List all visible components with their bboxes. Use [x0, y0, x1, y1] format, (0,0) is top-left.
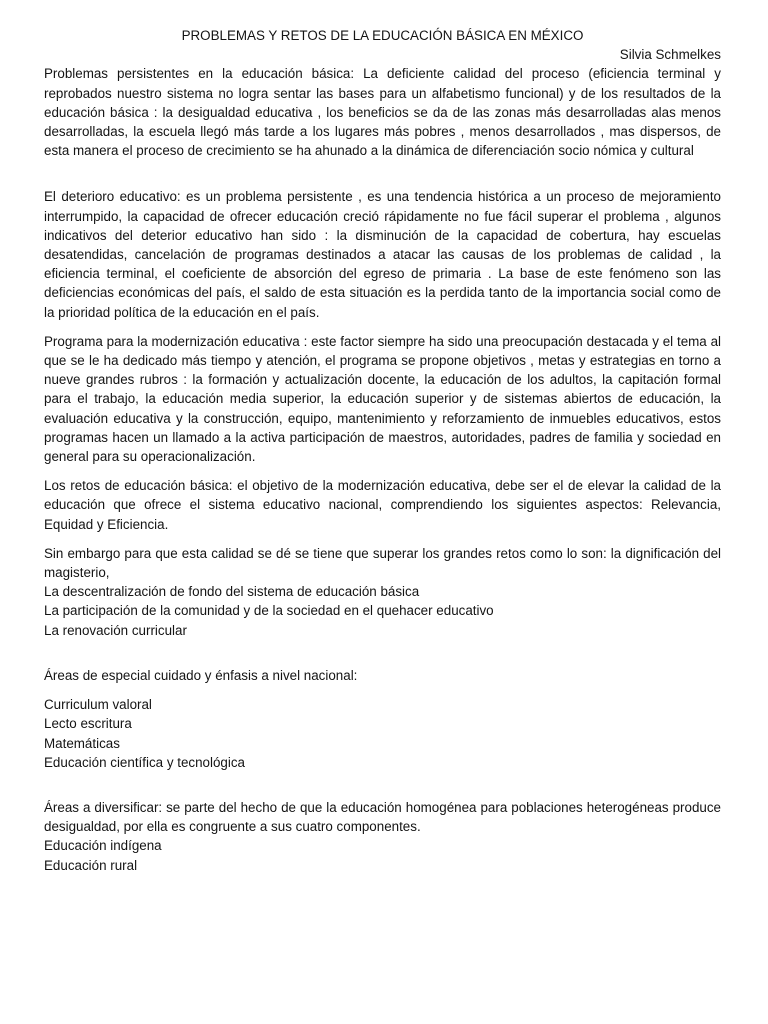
- list-item: Curriculum valoral: [44, 697, 152, 713]
- list-item: Educación científica y tecnológica: [44, 754, 245, 770]
- document-page: [44, 26, 721, 875]
- document-author: Silvia Schmelkes: [619, 47, 721, 63]
- list-item: La renovación curricular: [44, 622, 187, 638]
- spacer: [44, 534, 721, 544]
- spacer: [44, 640, 721, 666]
- list-item: La participación de la comunidad y de la sociedad en el quehacer educativo: [44, 603, 494, 619]
- spacer: [44, 685, 721, 695]
- list-item: Matemáticas: [44, 735, 120, 751]
- paragraph-deterioro-educativo: El deterioro educativo: es un problema persistente , es una tendencia histórica a un proceso de mejoramiento interrumpido, la capacidad de ofrecer educación creció rápidamente no fue fácil superar el problema , algunos indicativos del deterior educativo han sido : la disminución de la capacidad de cobertura, hay escuelas desatendidas, cancelación de programas destinados a atacar las causas de los problemas de calidad , la eficiencia terminal, el coeficiente de absorción del egreso de primaria . La base de este fenómeno son las deficiencias económicas del país, el saldo de esta situación es la perdida tanto de la importancia social como de la prioridad política de la educación en el país.: [44, 189, 721, 320]
- paragraph-areas-diversificar: Áreas a diversificar: se parte del hecho de que la educación homogénea para poblaciones heterogéneas produce desigualdad, por ella es congruente a sus cuatro componentes.: [44, 799, 721, 835]
- spacer: [44, 160, 721, 187]
- paragraph-retos-educacion: Los retos de educación básica: el objetivo de la modernización educativa, debe ser el de elevar la calidad de la educación que ofrece el sistema educativo nacional, comprendiendo los siguientes aspectos: Relevancia, Equidad y Eficiencia.: [44, 478, 721, 532]
- paragraph-problemas-persistentes: Problemas persistentes en la educación básica: La deficiente calidad del proceso (eficiencia terminal y reprobados nuestro sistema no logra sentar las bases para un alfabetismo funcional) y de los resultados de la educación básica : la desigualdad educativa , los beneficios se da de las zonas más desarrolladas alas menos desarrolladas, la escuela llegó más tarde a los lugares más pobres , menos desarrollados , mas dispersos, de esta manera el proceso de crecimiento se ha ahunado a la dinámica de diferenciación socio nómica y cultural: [44, 66, 721, 159]
- list-item: Educación rural: [44, 857, 138, 873]
- spacer: [44, 322, 721, 332]
- paragraph-sin-embargo: Sin embargo para que esta calidad se dé se tiene que superar los grandes retos como lo son: la dignificación del magisterio,: [44, 545, 721, 581]
- document-title: PROBLEMAS Y RETOS DE LA EDUCACIÓN BÁSICA EN MÉXICO: [181, 28, 584, 43]
- areas-heading: Áreas de especial cuidado y énfasis a nivel nacional:: [44, 667, 358, 683]
- list-item: Lecto escritura: [44, 716, 132, 732]
- paragraph-programa-modernizacion: Programa para la modernización educativa : este factor siempre ha sido una preocupación destacada y el tema al que se le ha dedicado más tiempo y atención, el programa se propone objetivos , metas y estrategias en torno a nueve grandes rubros : la formación y actualización docente, la educación de los adultos, la capitación formal para el trabajo, la educación media superior, la educación superior y de sistemas abiertos de educación, la evaluación educativa y la construcción, equipo, mantenimiento y reforzamiento de inmuebles educativos, estos programas hacen un llamado a la activa participación de maestros, autoridades, padres de familia y sociedad en general para su operacionalización.: [44, 333, 721, 465]
- list-item: Educación indígena: [44, 838, 162, 854]
- spacer: [44, 772, 721, 798]
- list-item: La descentralización de fondo del sistema de educación básica: [44, 584, 420, 600]
- spacer: [44, 466, 721, 476]
